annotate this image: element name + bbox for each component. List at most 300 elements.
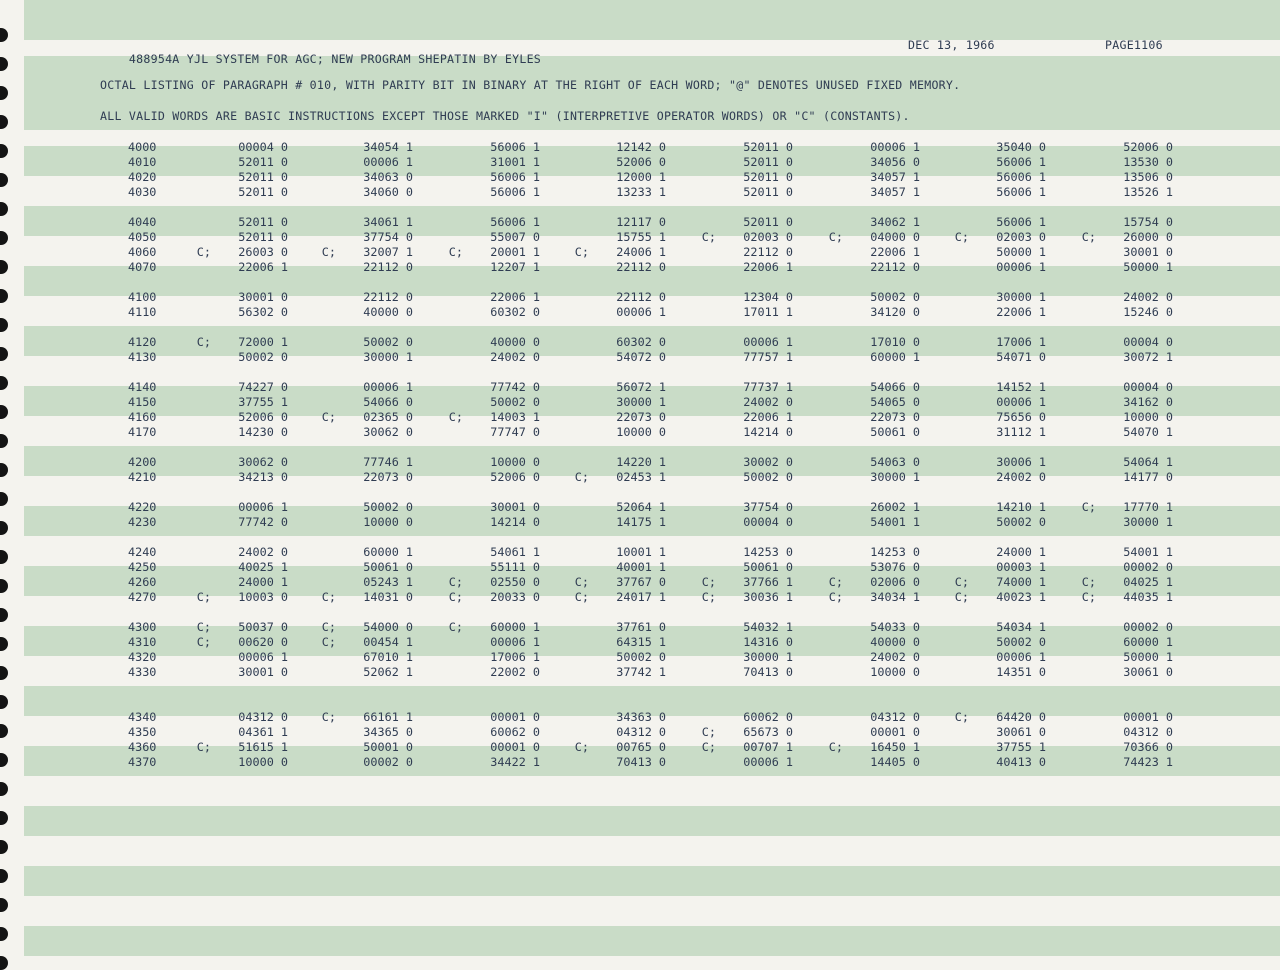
octal-word: 04312 0 <box>1123 725 1173 739</box>
octal-word: 34034 1 <box>870 590 920 604</box>
octal-word: 17010 0 <box>870 335 920 349</box>
row-address: 4170 <box>128 425 157 439</box>
constant-marker: C; <box>574 470 589 484</box>
octal-word: 12117 0 <box>616 215 666 229</box>
word-cell <box>1033 560 1183 575</box>
octal-word: 54001 1 <box>1123 545 1173 559</box>
row-address: 4160 <box>128 410 157 424</box>
constant-marker: C; <box>954 575 969 589</box>
word-cell <box>1033 635 1183 650</box>
row-address: 4030 <box>128 185 157 199</box>
octal-word: 00001 0 <box>1123 710 1173 724</box>
table-row <box>0 230 1280 245</box>
octal-word: 13506 0 <box>1123 170 1173 184</box>
octal-word: 00006 1 <box>363 380 413 394</box>
constant-marker: C; <box>196 620 211 634</box>
constant-marker: C; <box>448 575 463 589</box>
octal-word: 00006 1 <box>996 395 1046 409</box>
octal-word: 54001 1 <box>870 515 920 529</box>
table-row <box>0 305 1280 320</box>
octal-word: 02006 0 <box>870 575 920 589</box>
table-row <box>0 335 1280 350</box>
table-row <box>0 410 1280 425</box>
table-row <box>0 740 1280 755</box>
octal-word: 37766 1 <box>743 575 793 589</box>
table-row <box>0 710 1280 725</box>
octal-word: 00002 0 <box>363 755 413 769</box>
octal-word: 04025 1 <box>1123 575 1173 589</box>
octal-word: 00004 0 <box>743 515 793 529</box>
octal-word: 34062 1 <box>870 215 920 229</box>
octal-word: 00006 1 <box>490 635 540 649</box>
octal-word: 22002 0 <box>490 665 540 679</box>
octal-word: 77747 0 <box>490 425 540 439</box>
octal-word: 50001 0 <box>363 740 413 754</box>
octal-word: 40001 1 <box>616 560 666 574</box>
octal-word: 37761 0 <box>616 620 666 634</box>
octal-word: 34061 1 <box>363 215 413 229</box>
octal-word: 00002 0 <box>1123 620 1173 634</box>
octal-word: 10000 0 <box>616 425 666 439</box>
octal-word: 14220 1 <box>616 455 666 469</box>
constant-marker: C; <box>701 230 716 244</box>
octal-word: 52006 0 <box>1123 140 1173 154</box>
octal-word: 14214 0 <box>743 425 793 439</box>
octal-word: 26002 1 <box>870 500 920 514</box>
row-address: 4120 <box>128 335 157 349</box>
octal-word: 54072 0 <box>616 350 666 364</box>
word-cell <box>1033 380 1183 395</box>
constant-marker: C; <box>448 620 463 634</box>
word-cell <box>1033 425 1183 440</box>
row-address: 4140 <box>128 380 157 394</box>
octal-word: 50061 0 <box>870 425 920 439</box>
octal-word: 05243 1 <box>363 575 413 589</box>
row-address: 4350 <box>128 725 157 739</box>
octal-word: 02003 0 <box>743 230 793 244</box>
octal-word: 34213 0 <box>238 470 288 484</box>
constant-marker: C; <box>701 590 716 604</box>
octal-word: 50002 0 <box>616 650 666 664</box>
octal-word: 30000 1 <box>743 650 793 664</box>
octal-word: 22073 0 <box>616 410 666 424</box>
octal-word: 50002 0 <box>238 350 288 364</box>
row-address: 4340 <box>128 710 157 724</box>
octal-word: 60302 0 <box>490 305 540 319</box>
octal-word: 22006 1 <box>743 410 793 424</box>
octal-word: 37754 0 <box>743 500 793 514</box>
octal-word: 15755 1 <box>616 230 666 244</box>
octal-word: 35040 0 <box>996 140 1046 154</box>
octal-word: 40000 0 <box>490 335 540 349</box>
octal-word: 54063 0 <box>870 455 920 469</box>
row-address: 4000 <box>128 140 157 154</box>
octal-word: 14003 1 <box>490 410 540 424</box>
octal-word: 24002 0 <box>996 470 1046 484</box>
octal-word: 50002 0 <box>490 395 540 409</box>
table-row <box>0 575 1280 590</box>
octal-word: 00004 0 <box>238 140 288 154</box>
octal-word: 54070 1 <box>1123 425 1173 439</box>
row-address: 4210 <box>128 470 157 484</box>
octal-word: 14210 1 <box>996 500 1046 514</box>
octal-word: 52011 0 <box>238 185 288 199</box>
constant-marker: C; <box>196 635 211 649</box>
octal-word: 52006 0 <box>616 155 666 169</box>
octal-word: 50002 0 <box>743 470 793 484</box>
octal-word: 22112 0 <box>743 245 793 259</box>
octal-word: 00765 0 <box>616 740 666 754</box>
octal-word: 77757 1 <box>743 350 793 364</box>
octal-word: 37755 1 <box>996 740 1046 754</box>
octal-word: 50002 0 <box>870 290 920 304</box>
octal-word: 24017 1 <box>616 590 666 604</box>
octal-word: 50061 0 <box>363 560 413 574</box>
octal-word: 26003 0 <box>238 245 288 259</box>
octal-word: 55007 0 <box>490 230 540 244</box>
octal-word: 74000 1 <box>996 575 1046 589</box>
octal-word: 14031 0 <box>363 590 413 604</box>
row-address: 4220 <box>128 500 157 514</box>
octal-word: 67010 1 <box>363 650 413 664</box>
word-cell <box>1033 755 1183 770</box>
octal-word: 10000 0 <box>238 755 288 769</box>
octal-word: 30000 1 <box>1123 515 1173 529</box>
constant-marker: C; <box>574 575 589 589</box>
octal-word: 00001 0 <box>870 725 920 739</box>
octal-word: 22006 1 <box>490 290 540 304</box>
octal-word: 60000 1 <box>1123 635 1173 649</box>
octal-word: 00001 0 <box>490 710 540 724</box>
octal-word: 77746 1 <box>363 455 413 469</box>
constant-marker: C; <box>954 710 969 724</box>
octal-word: 13233 1 <box>616 185 666 199</box>
octal-word: 44035 1 <box>1123 590 1173 604</box>
octal-word: 54000 0 <box>363 620 413 634</box>
description-line-1: OCTAL LISTING OF PARAGRAPH # 010, WITH PARITY BIT IN BINARY AT THE RIGHT OF EACH WORD; "@" DENOTES UNUSED FIXED MEMORY. <box>100 78 961 92</box>
row-address: 4010 <box>128 155 157 169</box>
octal-word: 31001 1 <box>490 155 540 169</box>
octal-word: 30062 0 <box>363 425 413 439</box>
table-row <box>0 635 1280 650</box>
octal-word: 40025 1 <box>238 560 288 574</box>
octal-word: 34056 0 <box>870 155 920 169</box>
constant-marker: C; <box>701 575 716 589</box>
octal-word: 56006 1 <box>996 170 1046 184</box>
octal-word: 34422 1 <box>490 755 540 769</box>
word-cell <box>1033 395 1183 410</box>
row-address: 4250 <box>128 560 157 574</box>
octal-word: 17006 1 <box>996 335 1046 349</box>
octal-word: 56072 1 <box>616 380 666 394</box>
table-row <box>0 650 1280 665</box>
octal-word: 40000 0 <box>870 635 920 649</box>
octal-word: 22006 1 <box>870 245 920 259</box>
octal-word: 52006 0 <box>490 470 540 484</box>
octal-word: 50002 0 <box>363 500 413 514</box>
octal-word: 70413 0 <box>743 665 793 679</box>
word-cell <box>1033 185 1183 200</box>
octal-word: 54065 0 <box>870 395 920 409</box>
octal-word: 74227 0 <box>238 380 288 394</box>
octal-word: 56006 1 <box>490 185 540 199</box>
octal-word: 37754 0 <box>363 230 413 244</box>
octal-word: 10000 0 <box>1123 410 1173 424</box>
word-cell <box>1033 260 1183 275</box>
row-address: 4230 <box>128 515 157 529</box>
octal-word: 14214 0 <box>490 515 540 529</box>
octal-word: 52064 1 <box>616 500 666 514</box>
octal-word: 60062 0 <box>743 710 793 724</box>
row-address: 4150 <box>128 395 157 409</box>
row-address: 4320 <box>128 650 157 664</box>
octal-word: 37767 0 <box>616 575 666 589</box>
octal-word: 24002 0 <box>238 545 288 559</box>
table-row <box>0 620 1280 635</box>
octal-word: 52011 0 <box>743 170 793 184</box>
octal-word: 70366 0 <box>1123 740 1173 754</box>
octal-word: 72000 1 <box>238 335 288 349</box>
octal-word: 77742 0 <box>490 380 540 394</box>
octal-word: 50002 0 <box>996 515 1046 529</box>
octal-word: 02365 0 <box>363 410 413 424</box>
constant-marker: C; <box>448 410 463 424</box>
octal-word: 14230 0 <box>238 425 288 439</box>
octal-word: 30002 0 <box>743 455 793 469</box>
word-cell <box>1033 290 1183 305</box>
word-cell <box>1033 350 1183 365</box>
octal-word: 24002 0 <box>743 395 793 409</box>
table-row <box>0 665 1280 680</box>
octal-word: 14351 0 <box>996 665 1046 679</box>
octal-word: 74423 1 <box>1123 755 1173 769</box>
octal-word: 50000 1 <box>996 245 1046 259</box>
constant-marker: C; <box>321 635 336 649</box>
octal-word: 54032 1 <box>743 620 793 634</box>
octal-word: 50002 0 <box>996 635 1046 649</box>
octal-word: 02003 0 <box>996 230 1046 244</box>
table-row <box>0 590 1280 605</box>
constant-marker: C; <box>196 245 211 259</box>
octal-word: 34365 0 <box>363 725 413 739</box>
constant-marker: C; <box>828 590 843 604</box>
header-title: 488954A YJL SYSTEM FOR AGC; NEW PROGRAM SHEPATIN BY EYLES <box>128 52 542 66</box>
octal-word: 00004 0 <box>1123 335 1173 349</box>
octal-word: 66161 1 <box>363 710 413 724</box>
octal-word: 54033 0 <box>870 620 920 634</box>
constant-marker: C; <box>574 245 589 259</box>
octal-word: 16450 1 <box>870 740 920 754</box>
row-address: 4040 <box>128 215 157 229</box>
octal-word: 22073 0 <box>870 410 920 424</box>
word-cell <box>1033 665 1183 680</box>
row-address: 4360 <box>128 740 157 754</box>
octal-word: 55111 0 <box>490 560 540 574</box>
octal-word: 50037 0 <box>238 620 288 634</box>
row-address: 4050 <box>128 230 157 244</box>
word-cell <box>1033 335 1183 350</box>
row-address: 4300 <box>128 620 157 634</box>
word-cell <box>1033 710 1183 725</box>
table-row <box>0 455 1280 470</box>
octal-word: 24000 1 <box>996 545 1046 559</box>
word-cell <box>1033 590 1183 605</box>
octal-word: 32007 1 <box>363 245 413 259</box>
row-address: 4260 <box>128 575 157 589</box>
octal-word: 56006 1 <box>996 185 1046 199</box>
octal-word: 54066 0 <box>870 380 920 394</box>
octal-word: 30001 0 <box>1123 245 1173 259</box>
word-cell <box>1033 470 1183 485</box>
word-cell <box>1033 575 1183 590</box>
constant-marker: C; <box>828 230 843 244</box>
word-cell <box>1033 455 1183 470</box>
word-cell <box>1033 500 1183 515</box>
octal-word: 53076 0 <box>870 560 920 574</box>
constant-marker: C; <box>196 740 211 754</box>
octal-word: 15246 0 <box>1123 305 1173 319</box>
constant-marker: C; <box>1081 590 1096 604</box>
octal-word: 56006 1 <box>996 155 1046 169</box>
word-cell <box>1033 245 1183 260</box>
octal-word: 60000 1 <box>490 620 540 634</box>
row-address: 4060 <box>128 245 157 259</box>
octal-word: 30061 0 <box>996 725 1046 739</box>
row-address: 4310 <box>128 635 157 649</box>
octal-word: 52011 0 <box>238 170 288 184</box>
constant-marker: C; <box>828 575 843 589</box>
constant-marker: C; <box>574 740 589 754</box>
octal-word: 10000 0 <box>870 665 920 679</box>
word-cell <box>1033 740 1183 755</box>
row-address: 4020 <box>128 170 157 184</box>
octal-word: 56006 1 <box>490 170 540 184</box>
octal-word: 02453 1 <box>616 470 666 484</box>
octal-word: 00006 1 <box>238 500 288 514</box>
octal-word: 00006 1 <box>743 755 793 769</box>
octal-word: 22006 1 <box>238 260 288 274</box>
table-row <box>0 545 1280 560</box>
octal-word: 37755 1 <box>238 395 288 409</box>
table-row <box>0 155 1280 170</box>
octal-word: 56006 1 <box>490 215 540 229</box>
octal-word: 10001 1 <box>616 545 666 559</box>
octal-word: 30001 0 <box>238 665 288 679</box>
word-cell <box>1033 170 1183 185</box>
constant-marker: C; <box>448 245 463 259</box>
octal-word: 50000 1 <box>1123 260 1173 274</box>
table-row <box>0 380 1280 395</box>
description-line-2: ALL VALID WORDS ARE BASIC INSTRUCTIONS EXCEPT THOSE MARKED "I" (INTERPRETIVE OPERATOR WORDS) OR "C" (CONSTANTS). <box>100 109 910 123</box>
octal-word: 04312 0 <box>616 725 666 739</box>
word-cell <box>1033 230 1183 245</box>
header-page-number: PAGE1106 <box>1105 38 1163 52</box>
octal-word: 51615 1 <box>238 740 288 754</box>
constant-marker: C; <box>321 245 336 259</box>
table-row <box>0 725 1280 740</box>
octal-word: 52011 0 <box>743 215 793 229</box>
word-cell <box>1033 650 1183 665</box>
word-cell <box>1033 215 1183 230</box>
constant-marker: C; <box>828 740 843 754</box>
octal-word: 10000 0 <box>363 515 413 529</box>
octal-word: 24006 1 <box>616 245 666 259</box>
octal-word: 30000 1 <box>996 290 1046 304</box>
octal-word: 17006 1 <box>490 650 540 664</box>
octal-word: 34120 0 <box>870 305 920 319</box>
octal-word: 56006 1 <box>490 140 540 154</box>
octal-word: 54061 1 <box>490 545 540 559</box>
constant-marker: C; <box>196 590 211 604</box>
table-row <box>0 140 1280 155</box>
octal-word: 52011 0 <box>743 155 793 169</box>
octal-word: 30072 1 <box>1123 350 1173 364</box>
octal-word: 20033 0 <box>490 590 540 604</box>
octal-word: 52011 0 <box>238 215 288 229</box>
octal-word: 04361 1 <box>238 725 288 739</box>
table-row <box>0 500 1280 515</box>
word-cell <box>1033 410 1183 425</box>
octal-word: 56302 0 <box>238 305 288 319</box>
word-cell <box>1033 155 1183 170</box>
octal-word: 64420 0 <box>996 710 1046 724</box>
octal-word: 00001 0 <box>490 740 540 754</box>
constant-marker: C; <box>701 740 716 754</box>
row-address: 4070 <box>128 260 157 274</box>
octal-word: 22073 0 <box>363 470 413 484</box>
word-cell <box>1033 725 1183 740</box>
octal-word: 24002 0 <box>1123 290 1173 304</box>
octal-word: 26000 0 <box>1123 230 1173 244</box>
octal-word: 10000 0 <box>490 455 540 469</box>
constant-marker: C; <box>321 710 336 724</box>
octal-word: 12142 0 <box>616 140 666 154</box>
octal-word: 30061 0 <box>1123 665 1173 679</box>
octal-word: 17770 1 <box>1123 500 1173 514</box>
table-row <box>0 425 1280 440</box>
octal-word: 12000 1 <box>616 170 666 184</box>
word-cell <box>1033 620 1183 635</box>
octal-word: 00006 1 <box>363 155 413 169</box>
table-row <box>0 215 1280 230</box>
octal-word: 00006 1 <box>238 650 288 664</box>
octal-word: 34054 1 <box>363 140 413 154</box>
row-address: 4100 <box>128 290 157 304</box>
page-header <box>100 38 541 80</box>
octal-word: 54071 0 <box>996 350 1046 364</box>
octal-word: 60000 1 <box>363 545 413 559</box>
row-address: 4370 <box>128 755 157 769</box>
octal-word: 50002 0 <box>363 335 413 349</box>
octal-word: 14405 0 <box>870 755 920 769</box>
octal-word: 14253 0 <box>743 545 793 559</box>
octal-word: 00006 1 <box>616 305 666 319</box>
octal-word: 52011 0 <box>743 140 793 154</box>
table-row <box>0 470 1280 485</box>
octal-word: 52062 1 <box>363 665 413 679</box>
octal-word: 52011 0 <box>238 155 288 169</box>
octal-word: 30006 1 <box>996 455 1046 469</box>
octal-word: 52011 0 <box>238 230 288 244</box>
row-address: 4110 <box>128 305 157 319</box>
octal-word: 00002 0 <box>1123 560 1173 574</box>
header-date: DEC 13, 1966 <box>908 38 995 52</box>
octal-word: 04000 0 <box>870 230 920 244</box>
octal-word: 40000 0 <box>363 305 413 319</box>
table-row <box>0 395 1280 410</box>
table-row <box>0 185 1280 200</box>
octal-word: 24000 1 <box>238 575 288 589</box>
